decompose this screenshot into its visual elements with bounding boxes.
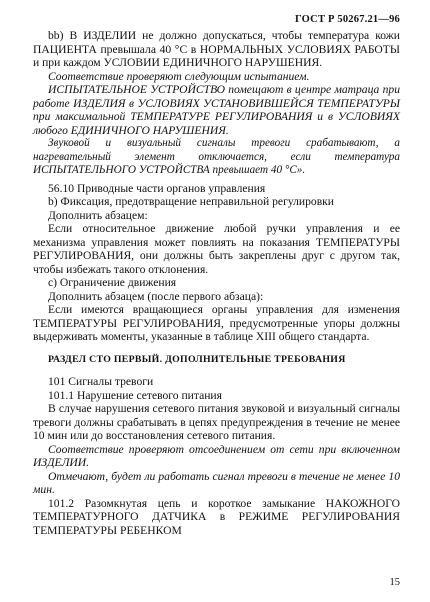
section-title: РАЗДЕЛ СТО ПЕРВЫЙ. ДОПОЛНИТЕЛЬНЫЕ ТРЕБОВАНИЯ: [48, 353, 346, 365]
knob-paragraph: Если относительное движение любой ручки управления и ее механизма управления может повлиять на показания ТЕМПЕРАТУРЫ РЕГУЛИРОВАНИЯ, они должны быть закреплены друг с другом так, чтобы избежать такого отклонения.: [33, 222, 400, 276]
add-after-first-note: Дополнить абзацем (после первого абзаца):: [48, 289, 264, 303]
standard-header: ГОСТ Р 50267.21—96: [295, 14, 400, 25]
clause-b-fixation: b) Фиксация, предотвращение неправильной регулировки: [48, 195, 335, 208]
clause-56-10: 56.10 Приводные части органов управления: [48, 181, 266, 195]
clause-101: 101 Сигналы тревоги: [48, 375, 154, 388]
clause-c-motion: с) Ограничение движения: [48, 276, 177, 289]
clause-101-1: 101.1 Нарушение сетевого питания: [48, 388, 222, 402]
alarm-duration-note: Отмечают, будет ли работать сигнал тревоги в течение не менее 10 мин.: [33, 469, 400, 496]
page-number: 15: [389, 577, 400, 588]
rotating-controls-paragraph: Если имеются вращающиеся органы управления для изменения ТЕМПЕРАТУРЫ РЕГУЛИРОВАНИЯ, предусмотренные упоры должны выдерживать моменты, указанные в таблице XIII общего стандарта.: [33, 303, 400, 343]
add-paragraph-note: Дополнить абзацем:: [48, 208, 148, 222]
power-failure-paragraph: В случае нарушения сетевого питания звуковой и визуальный сигналы тревоги должны срабатывать в цепях предупреждения в течение не менее 10 мин или до восстановления сетевого питания.: [33, 402, 400, 442]
paragraph-bb: bb) В ИЗДЕЛИИ не должно допускаться, чтобы температура кожи ПАЦИЕНТА превышала 40 °С в НОРМАЛЬНЫХ УСЛОВИЯХ РАБОТЫ и при каждом УСЛОВИИ ЕДИНИЧНОГО НАРУШЕНИЯ.: [33, 29, 400, 69]
compliance-note: Соответствие проверяют следующим испытанием.: [48, 69, 310, 83]
compliance-disconnect: Соответствие проверяют отсоединением от сети при включенном ИЗДЕЛИИ.: [33, 442, 400, 469]
document-body: [33, 29, 400, 537]
alarm-paragraph: Звуковой и визуальный сигналы тревоги срабатывают, а нагревательный элемент отключается, если температура ИСПЫТАТЕЛЬНОГО УСТРОЙСТВА превышает 40 °С».: [33, 137, 400, 176]
clause-101-2: 101.2 Разомкнутая цепь и короткое замыкание НАКОЖНОГО ТЕМПЕРАТУРНОГО ДАТЧИКА в РЕЖИМЕ РЕГУЛИРОВАНИЯ ТЕМПЕРАТУРЫ РЕБЕНКОМ: [33, 496, 400, 537]
test-device-paragraph: ИСПЫТАТЕЛЬНОЕ УСТРОЙСТВО помещают в центре матраца при работе ИЗДЕЛИЯ в УСЛОВИЯХ УСТАНОВИВШЕЙСЯ ТЕМПЕРАТУРЫ при максимальной ТЕМПЕРАТУРЕ РЕГУЛИРОВАНИЯ и в УСЛОВИЯХ любого ЕДИНИЧНОГО НАРУШЕНИЯ.: [33, 83, 400, 137]
